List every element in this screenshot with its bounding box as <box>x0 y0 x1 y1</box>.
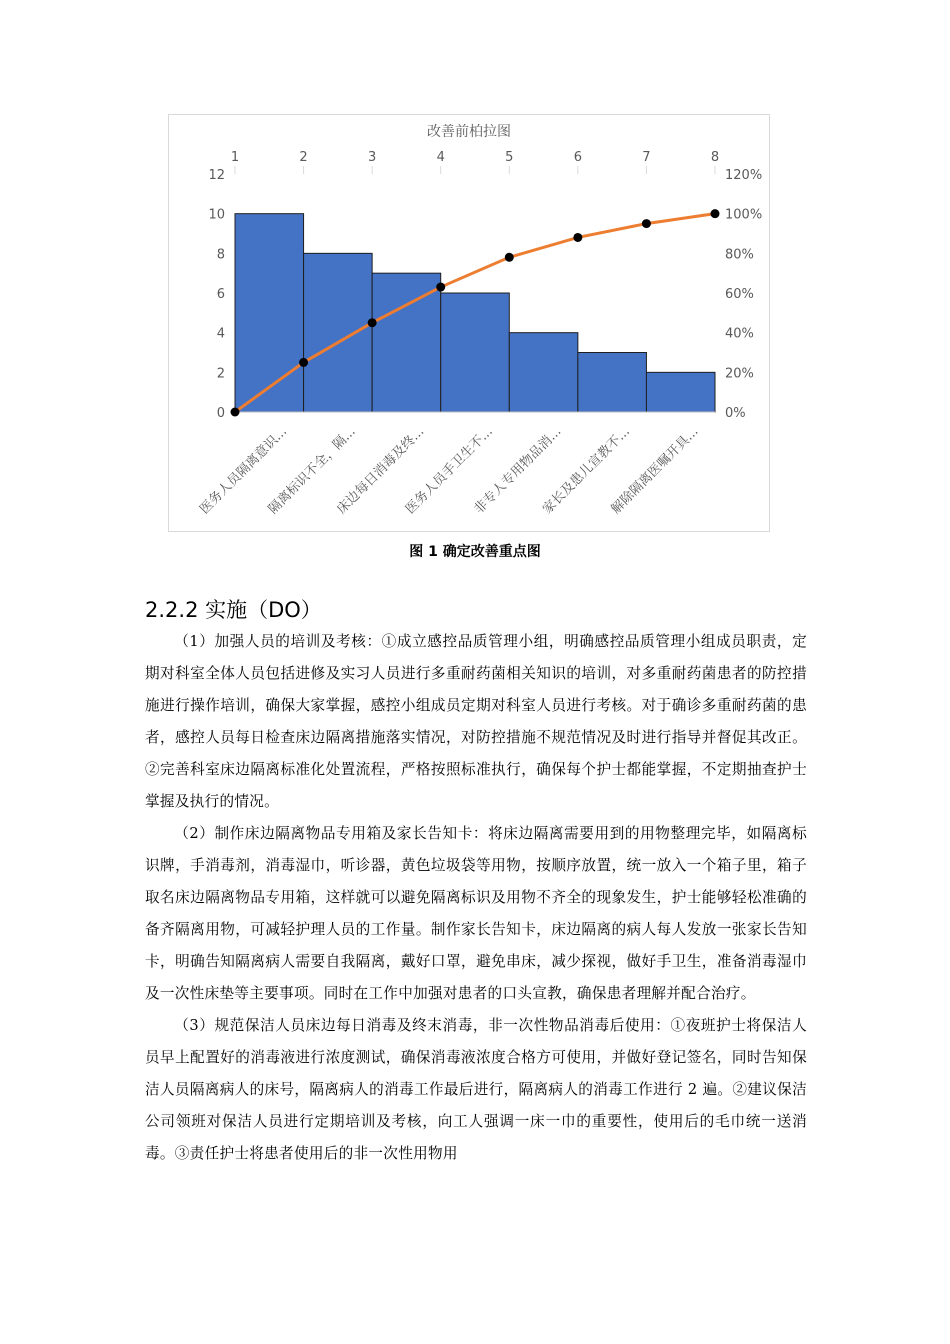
cumulative-point <box>573 233 582 242</box>
left-axis-tick-label: 6 <box>216 287 225 302</box>
left-axis-tick-label: 2 <box>216 366 225 382</box>
right-axis-tick-label: 120% <box>725 168 763 183</box>
bar <box>578 353 647 413</box>
figure-caption: 图 1 确定改善重点图 <box>409 544 541 560</box>
pareto-chart <box>168 114 770 532</box>
right-axis-tick-label: 20% <box>725 366 754 382</box>
left-axis-tick-label: 4 <box>216 326 225 342</box>
cumulative-point <box>505 253 514 262</box>
cumulative-point <box>436 283 445 292</box>
right-axis-tick-label: 40% <box>725 326 754 342</box>
bar <box>235 214 304 412</box>
top-axis-tick-label: 3 <box>368 150 377 165</box>
section-heading: 2.2.2 实施（DO） <box>145 598 322 622</box>
bar <box>441 293 510 412</box>
paragraph-2: （2）制作床边隔离物品专用箱及家长告知卡：将床边隔离需要用到的用物整理完毕，如隔离标识牌，手消毒剂，消毒湿巾，听诊器，黄色垃圾袋等用物，按顺序放置，统一放入一个箱子里，箱子取名床边隔离物品专用箱，这样就可以避免隔离标识及用物不齐全的现象发生，护士能够轻松准确的备齐隔离用物，可减轻护理人员的工作量。制作家长告知卡，床边隔离的病人每人发放一张家长告知卡，明确告知隔离病人需要自我隔离，戴好口罩，避免串床，减少探视，做好手卫生，准备消毒湿巾及一次性床垫等主要事项。同时在工作中加强对患者的口头宣教，确保患者理解并配合治疗。 <box>145 825 807 1002</box>
cumulative-point <box>368 318 377 327</box>
top-axis-tick-label: 8 <box>710 150 720 165</box>
right-axis-tick-label: 60% <box>725 287 754 302</box>
paragraph-1: （1）加强人员的培训及考核：①成立感控品质管理小组，明确感控品质管理小组成员职责，定期对科室全体人员包括进修及实习人员进行多重耐药菌相关知识的培训，对多重耐药菌患者的防控措施进行操作培训，确保大家掌握，感控小组成员定期对科室人员进行考核。对于确诊多重耐药菌的患者，感控人员每日检查床边隔离措施落实情况，对防控措施不规范情况及时进行指导并督促其改正。②完善科室床边隔离标准化处置流程，严格按照标准执行，确保每个护士都能掌握，不定期抽查护士掌握及执行的情况。 <box>145 633 807 810</box>
left-axis-tick-label: 8 <box>216 247 225 263</box>
category-label: 医务人员隔离意识... <box>197 424 291 518</box>
cumulative-point <box>231 408 240 417</box>
body-text <box>145 626 807 1170</box>
top-axis-tick-label: 5 <box>505 150 514 165</box>
top-axis-tick-label: 2 <box>299 150 308 165</box>
left-axis-tick-label: 10 <box>208 207 225 223</box>
left-axis-tick-label: 12 <box>208 168 225 183</box>
bar <box>646 372 715 412</box>
category-label: 家长及患儿宣教不... <box>540 424 633 518</box>
paragraph-3: （3）规范保洁人员床边每日消毒及终末消毒，非一次性物品消毒后使用：①夜班护士将保洁人员早上配置好的消毒液进行浓度测试，确保消毒液浓度合格方可使用，并做好登记签名，同时告知保洁人员隔离病人的床号，隔离病人的消毒工作最后进行，隔离病人的消毒工作进行 2 遍。②建议保洁公司领班对保洁人员进行定期培训及考核，向工人强调一床一巾的重要性，使用后的毛巾统一送消毒。③责任护士将患者使用后的非一次性用物用 <box>145 1017 807 1162</box>
right-axis-tick-label: 100% <box>725 207 763 223</box>
category-label: 隔离标识不全，隔... <box>265 424 359 518</box>
right-axis-tick-label: 0% <box>725 406 746 421</box>
bar <box>304 253 373 412</box>
top-axis-tick-label: 6 <box>573 150 582 165</box>
category-label: 非专人专用物品消... <box>471 424 565 518</box>
top-axis-tick-label: 1 <box>230 150 240 165</box>
bar <box>509 333 578 412</box>
cumulative-point <box>299 358 308 367</box>
category-label: 解除隔离医嘱开具... <box>608 424 702 518</box>
category-label: 床边每日消毒及终... <box>334 424 428 518</box>
top-axis-tick-label: 7 <box>642 150 651 165</box>
right-axis-tick-label: 80% <box>725 247 754 263</box>
pareto-chart-svg <box>169 115 769 531</box>
chart-title: 改善前柏拉图 <box>427 124 511 140</box>
cumulative-point <box>711 209 720 218</box>
category-label: 医务人员手卫生不... <box>402 424 496 518</box>
top-axis-tick-label: 4 <box>436 150 445 165</box>
cumulative-point <box>642 219 651 228</box>
left-axis-tick-label: 0 <box>216 406 225 421</box>
